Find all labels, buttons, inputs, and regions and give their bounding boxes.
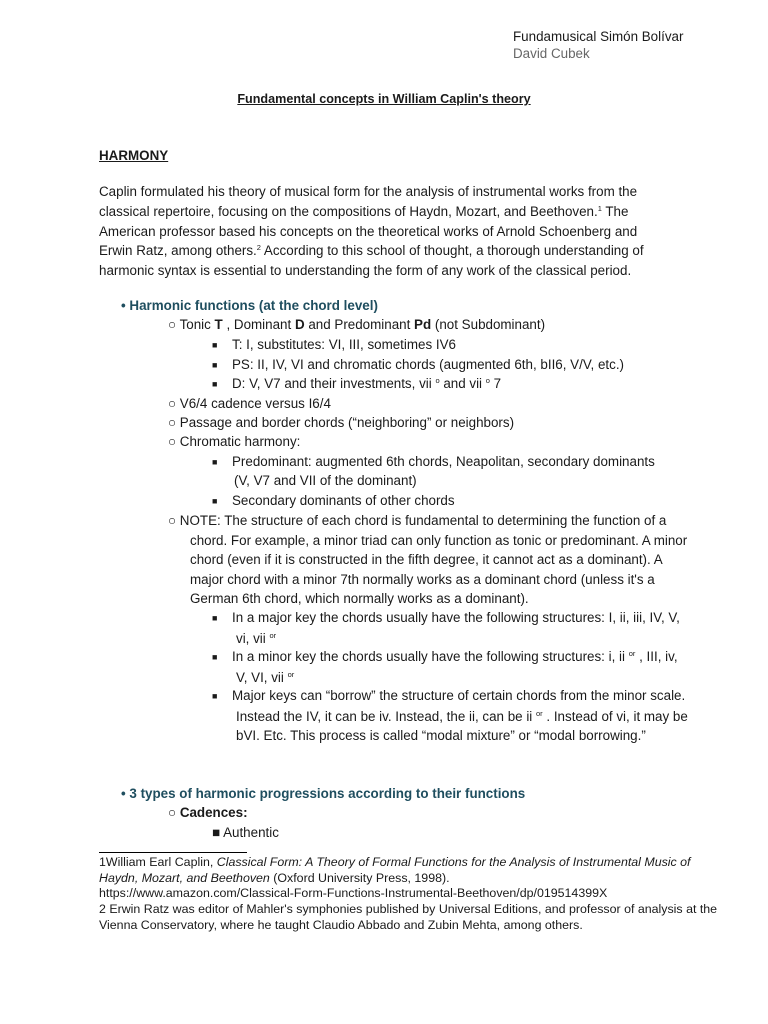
tonic-T: T <box>214 317 223 332</box>
list-item-t <box>212 335 456 356</box>
list-item-d <box>212 374 501 395</box>
tonic-post: (not Subdominant) <box>431 317 546 332</box>
minor-key-sup2: or <box>287 669 295 679</box>
minor-key-sup1: or <box>628 649 636 658</box>
header-organization: Fundamusical Simón Bolívar <box>513 29 684 44</box>
tonic-D: D <box>294 317 305 332</box>
borrow-sup: or <box>536 708 543 718</box>
footnote-1-url[interactable]: https://www.amazon.com/Classical-Form-Functions-Instrumental-Beethoven/dp/019514399X <box>99 886 608 901</box>
footnote-1-post: (Oxford University Press, 1998). <box>269 870 450 885</box>
square-bullet-icon: ■ <box>212 496 218 506</box>
list-item-predominant-text: Predominant: augmented 6th chords, Neapolitan, secondary dominants <box>232 454 655 469</box>
document-title: Fundamental concepts in William Caplin's theory <box>237 92 531 106</box>
cadences-label: Cadences: <box>179 805 248 820</box>
list-item-secondary-dominants <box>212 491 455 512</box>
intro-text-c: According to this school of thought, a thorough understanding of harmonic syntax is essential to understanding the form of any work of the classical period. <box>99 243 644 279</box>
list-item-borrow <box>212 686 692 746</box>
cadences-pre: ○ <box>168 805 180 820</box>
list-item-cadences <box>168 803 248 823</box>
list-item-d-mid: and vii <box>439 376 486 391</box>
footnote-ref-2[interactable]: 2 <box>256 243 261 253</box>
footnote-1-title: Classical Form: A Theory of Formal Functions for the Analysis of Instrumental Music of Haydn, Mozart, and Beethoven <box>99 855 691 885</box>
list-item-secondary-dominants-text: Secondary dominants of other chords <box>232 493 455 508</box>
major-key-sup: or <box>269 630 277 640</box>
square-bullet-icon: ■ <box>212 379 218 389</box>
borrow-end: . Instead of vi, it may be bVI. Etc. This process is called “modal mixture” or “modal borrowing.” <box>236 708 688 744</box>
note-paragraph <box>168 511 688 609</box>
list-item-passage: ○ Passage and border chords (“neighboring” or neighbors) <box>168 415 515 430</box>
footnote-1-pre: 1William Earl Caplin, <box>99 855 217 869</box>
square-bullet-icon: ■ <box>212 340 218 350</box>
square-bullet-icon: ■ <box>212 691 218 701</box>
list-item-authentic: ■ Authentic <box>212 825 279 840</box>
footnote-1 <box>99 855 729 902</box>
list-item-d-end: 7 <box>489 376 502 391</box>
square-bullet-icon: ■ <box>212 457 218 467</box>
section-heading: HARMONY <box>99 148 169 163</box>
tonic-Pd: Pd <box>414 317 432 332</box>
footnote-ref-1[interactable]: 1 <box>597 203 602 213</box>
list-item-major-key <box>212 608 692 648</box>
major-key-text: In a major key the chords usually have the following structures: I, ii, iii, IV, V, vi, vii <box>232 610 680 646</box>
square-bullet-icon: ■ <box>212 360 218 370</box>
list-item-ps-text: PS: II, IV, VI and chromatic chords (augmented 6th, bII6, V/V, etc.) <box>232 357 625 372</box>
tonic-mid2: and Predominant <box>304 317 415 332</box>
intro-paragraph <box>99 182 669 281</box>
degree-sup: o <box>435 376 440 385</box>
list-item-ps <box>212 355 624 376</box>
tonic-mid1: , Dominant <box>222 317 295 332</box>
list-item-t-text: T: I, substitutes: VI, III, sometimes IV6 <box>232 337 456 352</box>
bullet-progressions: • 3 types of harmonic progressions according to their functions <box>121 786 526 801</box>
list-item-minor-key <box>212 647 692 687</box>
note-text: ○ NOTE: The structure of each chord is fundamental to determining the function of a chord. For example, a minor triad can only function as tonic or predominant. A minor chord (even if it is constructed in the fifth degree, it cannot act as a dominant). A major chord with a minor 7th normally works as a dominant chord (unless it's a German 6th chord, which normally works as a dominant). <box>168 513 688 607</box>
list-item-d-text: D: V, V7 and their investments, vii <box>232 376 436 391</box>
list-item-predominant-cont: (V, V7 and VII of the dominant) <box>234 473 417 488</box>
tonic-pre: ○ Tonic <box>168 317 215 332</box>
minor-key-text: In a minor key the chords usually have the following structures: i, ii <box>232 649 629 664</box>
header-author: David Cubek <box>513 45 590 61</box>
list-item-tonic <box>168 315 545 335</box>
footnote-2: 2 Erwin Ratz was editor of Mahler's symphonies published by Universal Editions, and professor of analysis at the Vienna Conservatory, where he taught Claudio Abbado and Zubin Mehta, among others. <box>99 902 718 932</box>
list-item-predominant <box>212 452 655 473</box>
intro-text-a: Caplin formulated his theory of musical form for the analysis of instrumental works from the classical repertoire, focusing on the compositions of Haydn, Mozart, and Beethoven. <box>99 184 638 219</box>
bullet-harmonic-functions: • Harmonic functions (at the chord level) <box>121 298 378 313</box>
square-bullet-icon: ■ <box>212 613 218 623</box>
list-item-chromatic: ○ Chromatic harmony: <box>168 434 301 449</box>
square-bullet-icon: ■ <box>212 652 218 662</box>
borrow-text: Major keys can “borrow” the structure of certain chords from the minor scale. Instead the IV, it can be iv. Instead, the ii, can be ii <box>232 688 686 724</box>
degree-sup: o <box>485 376 490 385</box>
intro-text-b: The American professor based his concepts on the theoretical works of Arnold Schoenberg and Erwin Ratz, among others. <box>99 203 638 259</box>
list-item-v64: ○ V6/4 cadence versus I6/4 <box>168 396 331 411</box>
minor-key-mid: , III, iv, V, VI, vii <box>236 649 678 685</box>
footnote-divider <box>99 852 247 853</box>
header-block <box>513 29 743 63</box>
